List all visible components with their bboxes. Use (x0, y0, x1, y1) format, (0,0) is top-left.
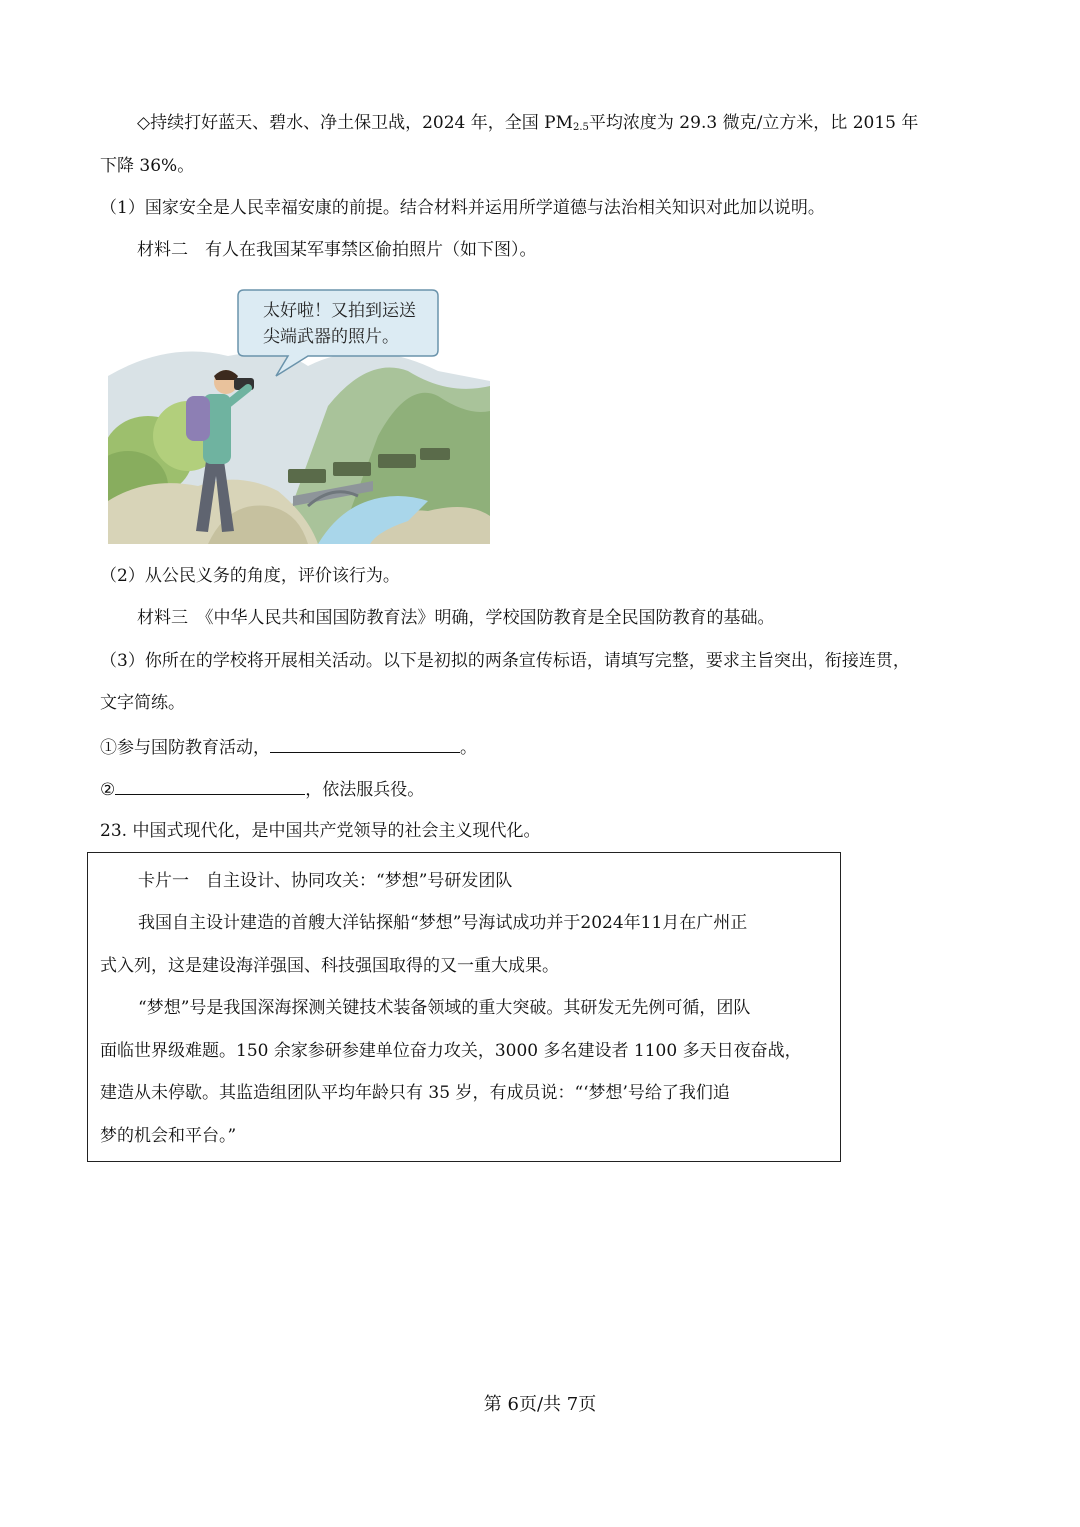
slogan-2-number: ② (100, 780, 116, 800)
photographer-illustration (108, 286, 490, 544)
card-paragraph-1-line-1: 我国自主设计建造的首艘大洋钻探船“梦想”号海试成功并于2024年11月在广州正 (138, 913, 748, 933)
question-23: 23. 中国式现代化，是中国共产党领导的社会主义现代化。 (100, 821, 541, 841)
card-title: 卡片一 自主设计、协同攻关：“梦想”号研发团队 (138, 871, 513, 891)
slogan-1-text: ①参与国防教育活动， (100, 738, 270, 758)
slogan-2 (100, 776, 424, 802)
question-2: （2）从公民义务的角度，评价该行为。 (100, 566, 400, 586)
slogan-2-text: ，依法服兵役。 (305, 780, 425, 800)
card-paragraph-2-line-4: 梦的机会和平台。” (100, 1126, 237, 1146)
text-line-pm25 (137, 111, 918, 140)
slogan-1 (100, 734, 477, 760)
card-paragraph-1-line-2: 式入列，这是建设海洋强国、科技强国取得的又一重大成果。 (100, 956, 559, 976)
question-3-cont: 文字简练。 (100, 693, 185, 713)
pm-subscript: 2.5 (573, 122, 589, 133)
speech-line-2: 尖端武器的照片。 (263, 327, 399, 347)
card-paragraph-2-line-3: 建造从未停歇。其监造组团队平均年龄只有 35 岁，有成员说：“‘梦想’号给了我们追 (100, 1083, 730, 1103)
slogan-1-end: 。 (460, 738, 477, 758)
text-span: ◇持续打好蓝天、碧水、净土保卫战，2024 年，全国 PM (137, 113, 573, 133)
text-span: 平均浓度为 29.3 微克/立方米，比 2015 年 (588, 113, 919, 133)
material-3-heading: 材料三 《中华人民共和国国防教育法》明确，学校国防教育是全民国防教育的基础。 (137, 608, 775, 628)
card-paragraph-2-line-2: 面临世界级难题。150 余家参研参建单位奋力攻关，3000 多名建设者 1100 多天日夜奋战， (100, 1041, 802, 1061)
card-paragraph-2-line-1: “梦想”号是我国深海探测关键技术装备领域的重大突破。其研发无先例可循，团队 (138, 998, 751, 1018)
material-2-heading: 材料二 有人在我国某军事禁区偷拍照片（如下图）。 (137, 240, 537, 260)
slogan-2-blank[interactable] (115, 776, 305, 795)
question-1: （1）国家安全是人民幸福安康的前提。结合材料并运用所学道德与法治相关知识对此加以说明。 (100, 198, 825, 218)
speech-line-1: 太好啦！又拍到运送 (263, 301, 416, 321)
card-1 (87, 852, 841, 1162)
page-number-footer: 第 6页/共 7页 (483, 1394, 597, 1415)
text-line-decline: 下降 36%。 (100, 156, 195, 176)
slogan-1-blank[interactable] (270, 734, 460, 753)
question-3: （3）你所在的学校将开展相关活动。以下是初拟的两条宣传标语，请填写完整，要求主旨突出，衔接连贯， (100, 651, 910, 671)
